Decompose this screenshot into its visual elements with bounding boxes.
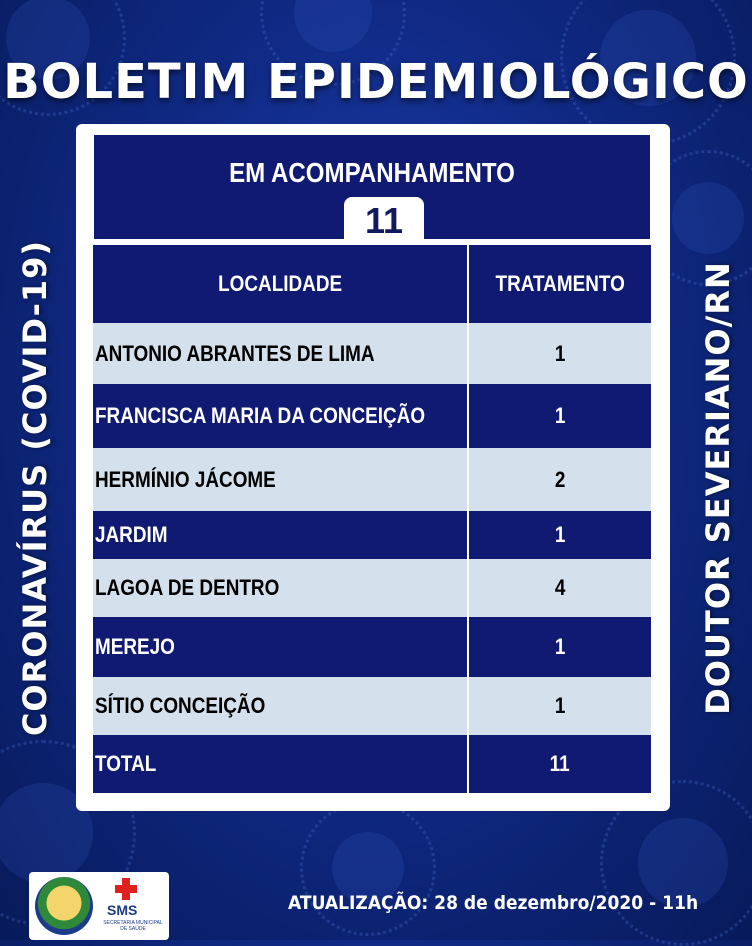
monitoring-header [94,135,650,239]
cell-localidade: MEREJO [93,617,468,677]
table-row [93,323,651,384]
column-header-localidade: LOCALIDADE [93,245,468,323]
table-header-row [93,245,651,323]
table-row [93,677,651,735]
cell-localidade: FRANCISCA MARIA DA CONCEIÇÃO [93,384,468,448]
cases-table [93,245,651,793]
cell-tratamento: 1 [468,511,651,559]
table-row [93,448,651,511]
table-row [93,511,651,559]
table-row-total [93,735,651,793]
cell-tratamento: 2 [468,448,651,511]
table-row [93,384,651,448]
column-header-tratamento: TRATAMENTO [468,245,651,323]
cell-tratamento: 1 [468,323,651,384]
cell-localidade: LAGOA DE DENTRO [93,559,468,617]
cell-tratamento: 1 [468,677,651,735]
cell-localidade: ANTONIO ABRANTES DE LIMA [93,323,468,384]
side-label-left: CORONAVÍRUS (COVID-19) [16,239,54,737]
update-timestamp: ATUALIZAÇÃO: 28 de dezembro/2020 - 11h [288,892,699,914]
cell-localidade: JARDIM [93,511,468,559]
sms-logo-subtitle: SECRETARIA MUNICIPAL DE SAÚDE [103,920,163,932]
municipal-crest-icon [35,877,93,935]
cell-tratamento: 1 [468,384,651,448]
red-cross-icon [115,878,137,900]
cell-localidade: TOTAL [93,735,468,793]
table-row [93,617,651,677]
cell-tratamento: 11 [468,735,651,793]
side-label-right: DOUTOR SEVERIANO/RN [699,261,737,715]
virus-decoration [300,800,436,936]
bulletin-card [76,124,670,811]
monitoring-title: EM ACOMPANHAMENTO [229,157,515,188]
monitoring-count: 11 [344,197,424,239]
cell-tratamento: 4 [468,559,651,617]
page-title: BOLETIM EPIDEMIOLÓGICO [3,54,749,110]
table-row [93,559,651,617]
sms-logo-text: SMS [107,902,138,918]
cell-localidade: HERMÍNIO JÁCOME [93,448,468,511]
cell-tratamento: 1 [468,617,651,677]
footer-logos [29,872,169,940]
cell-localidade: SÍTIO CONCEIÇÃO [93,677,468,735]
sms-logo [103,878,163,934]
